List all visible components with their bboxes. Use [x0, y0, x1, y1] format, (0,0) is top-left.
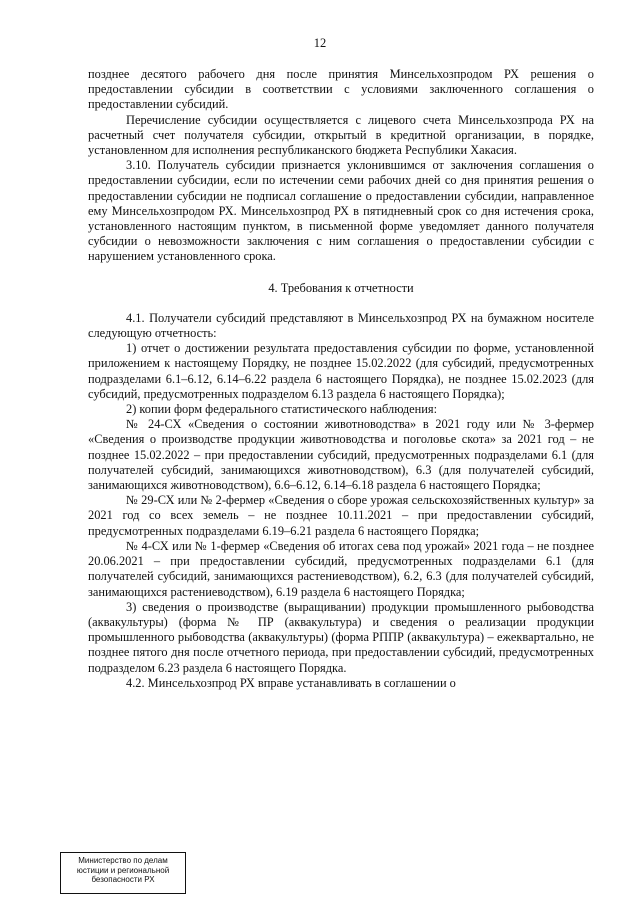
- paragraph-form-24-sh: № 24-СХ «Сведения о состоянии животноводства» в 2021 году или № 3-фермер «Сведения о производстве продукции животноводства и поголовье скота» за 2021 год – не позднее 15.02.2022 – при предоставлении субсидий, предусмотренных подразделами 6.1 (для получателей субсидий, занимающихся животноводством), 6.3 (для получателей субсидий, занимающихся животноводством), 6.6–6.12, 6.14–6.18 раздела 6 настоящего Порядка;: [88, 417, 594, 493]
- paragraph-4-2: 4.2. Минсельхозпрод РХ вправе устанавливать в соглашении о: [126, 675, 456, 690]
- paragraph-4-1: 4.1. Получатели субсидий представляют в Минсельхозпрод РХ на бумажном носителе следующую отчетность:: [88, 310, 594, 341]
- paragraph-form-29-sh: № 29-СХ или № 2-фермер «Сведения о сборе урожая сельскохозяйственных культур» за 2021 год со всех земель – не позднее 10.11.2021 – при предоставлении субсидий, предусмотренных подразделами 6.19–6.21 раздела 6 настоящего Порядка;: [88, 493, 594, 538]
- stamp-line-1: Министерство по делам: [78, 856, 168, 865]
- paragraph-item-3: 3) сведения о производстве (выращивании) продукции промышленного рыбоводства (аквакультуры) (форма № ПР (аквакультура) и сведения о реализации продукции промышленного рыбоводства (аквакультуры) (форма РППР (аквакультура) – ежеквартально, не позднее пятого дня после отчетного периода, при предоставлении субсидий, предусмотренных подразделом 6.23 раздела 6 настоящего Порядка.: [88, 599, 594, 675]
- paragraph-form-4-sh: № 4-СХ или № 1-фермер «Сведения об итогах сева под урожай» 2021 года – не позднее 20.06.2021 – при предоставлении субсидий, предусмотренных подразделами 6.1 (для получателей субсидий, занимающихся растениеводством), 6.2, 6.3 (для получателей субсидий, занимающихся растениеводством), 6.19 раздела 6 настоящего Порядка;: [88, 538, 594, 599]
- stamp-line-2: юстиции и региональной: [76, 865, 170, 875]
- paragraph-item-2: 2) копии форм федерального статистического наблюдения:: [126, 402, 438, 417]
- section-heading: 4. Требования к отчетности: [268, 280, 414, 295]
- paragraph-subsidy-transfer: Перечисление субсидии осуществляется с лицевого счета Минсельхозпрода РХ на расчетный счет получателя субсидии, открытый в кредитной организации, в порядке, установленном для исполнения республиканского бюджета Республики Хакасия.: [88, 112, 594, 158]
- stamp-line-3: безопасности РХ: [91, 875, 155, 884]
- paragraph-item-1: 1) отчет о достижении результата предоставления субсидии по форме, установленной приложением к настоящему Порядку, не позднее 15.02.2022 (для субсидий, предусмотренных подразделами 6.1–6.12, 6.14–6.22 раздела 6 настоящего Порядка), не позднее 15.02.2023 (для субсидий, предусмотренных подразделом 6.13 раздела 6 настоящего Порядка);: [88, 341, 594, 401]
- ministry-stamp: [60, 852, 186, 894]
- paragraph-3-10: 3.10. Получатель субсидии признается уклонившимся от заключения соглашения о предоставлении субсидии, если по истечении семи рабочих дней со дня принятия решения о предоставлении субсидии не подписал соглашение о предоставлении субсидии, направленное ему Минсельхозпродом РХ. Минсельхозпрод РХ в пятидневный срок со дня истечения срока, установленного настоящим пунктом, в письменной форме уведомляет данного получателя субсидии о невозможности заключения с ним соглашения о предоставлении субсидии с нарушением установленного срока.: [88, 158, 594, 264]
- paragraph-continuation: позднее десятого рабочего дня после принятия Минсельхозпродом РХ решения о предоставлении субсидии в соответствии с условиями заключенного соглашения о предоставлении субсидий.: [88, 67, 594, 112]
- page-number: 12: [313, 36, 327, 50]
- document-body: [88, 67, 594, 691]
